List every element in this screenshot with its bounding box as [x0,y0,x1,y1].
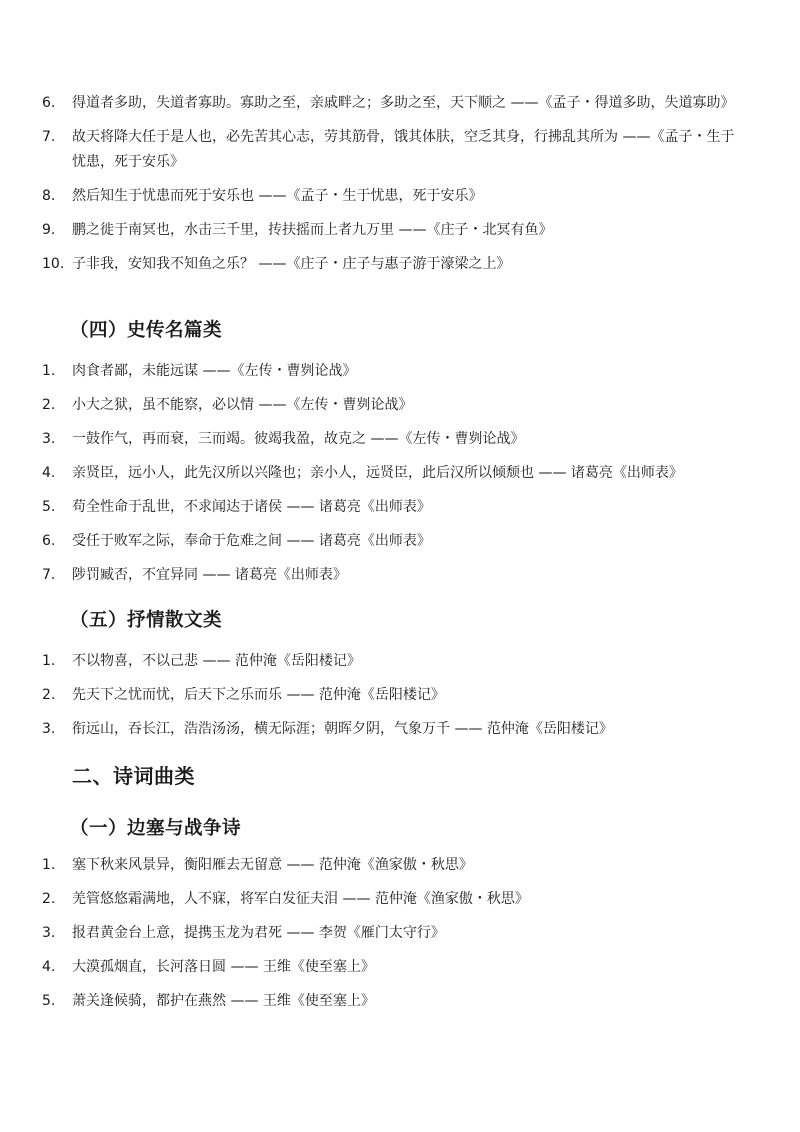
item-text: 衔远山，吞长江，浩浩汤汤，横无际涯；朝晖夕阴，气象万千 —— 范仲淹《岳阳楼记》 [72,721,613,737]
list-item [0,529,800,554]
item-number: 8. [42,188,56,204]
item-number: 7. [42,129,56,145]
item-number: 1. [42,857,56,873]
list-item [0,427,800,452]
item-text: 小大之狱，虽不能察，必以情 ——《左传・曹刿论战》 [72,397,413,413]
item-text: 得道者多助，失道者寡助。寡助之至，亲戚畔之；多助之至，天下顺之 ——《孟子・得道多助，失道寡助》 [72,95,735,111]
item-number: 2. [42,397,56,413]
list-item [0,563,800,588]
item-number: 3. [42,721,56,737]
item-number: 9. [42,222,56,238]
list-item [0,887,800,912]
list-item [0,955,800,980]
list-item [0,649,800,674]
item-number: 1. [42,363,56,379]
item-text: 鹏之徙于南冥也，水击三千里，抟扶摇而上者九万里 ——《庄子・北冥有鱼》 [72,222,553,238]
item-number: 5. [42,993,56,1009]
item-number: 3. [42,925,56,941]
section-heading-historical: （四）史传名篇类 [70,320,223,341]
item-text: 苟全性命于乱世，不求闻达于诸侯 —— 诸葛亮《出师表》 [72,499,431,515]
quote-list-continued [0,91,800,286]
item-number: 2. [42,687,56,703]
item-number: 7. [42,567,56,583]
quote-list-frontier-poems [0,853,800,1023]
part-heading-poetry: 二、诗词曲类 [72,764,195,788]
item-number: 2. [42,891,56,907]
list-item [0,91,800,116]
item-number: 6. [42,95,56,111]
item-text: 陟罚臧否，不宜异同 —— 诸葛亮《出师表》 [72,567,347,583]
item-text: 亲贤臣，远小人，此先汉所以兴隆也；亲小人，远贤臣，此后汉所以倾颓也 —— 诸葛亮《出师表》 [72,465,683,481]
list-item [0,218,800,243]
list-item [0,683,800,708]
item-number: 6. [42,533,56,549]
list-item [0,359,800,384]
list-item [0,252,800,277]
item-text: 子非我，安知我不知鱼之乐？ ——《庄子・庄子与惠子游于濠梁之上》 [72,256,511,272]
item-text: 一鼓作气，再而衰，三而竭。彼竭我盈，故克之 ——《左传・曹刿论战》 [72,431,525,447]
item-text: 报君黄金台上意，提携玉龙为君死 —— 李贺《雁门太守行》 [72,925,445,941]
list-item [0,461,800,486]
item-text: 故天将降大任于是人也，必先苦其心志，劳其筋骨，饿其体肤，空乏其身，行拂乱其所为 ——《孟子・生于忧患，死于安乐》 [72,129,735,170]
item-number: 4. [42,465,56,481]
list-item [0,393,800,418]
list-item [0,989,800,1014]
item-number: 1. [42,653,56,669]
item-text: 受任于败军之际，奉命于危难之间 —— 诸葛亮《出师表》 [72,533,431,549]
section-heading-frontier-poems: （一）边塞与战争诗 [70,818,242,839]
section-heading-lyrical-prose: （五）抒情散文类 [70,610,223,631]
list-item [0,717,800,742]
list-item [0,125,800,175]
quote-list-lyrical-prose [0,649,800,751]
item-text: 塞下秋来风景异，衡阳雁去无留意 —— 范仲淹《渔家傲・秋思》 [72,857,473,873]
item-number: 10. [42,256,65,272]
item-number: 4. [42,959,56,975]
item-text: 先天下之忧而忧，后天下之乐而乐 —— 范仲淹《岳阳楼记》 [72,687,445,703]
item-text: 羌管悠悠霜满地，人不寐，将军白发征夫泪 —— 范仲淹《渔家傲・秋思》 [72,891,529,907]
item-text: 不以物喜，不以己悲 —— 范仲淹《岳阳楼记》 [72,653,361,669]
item-text: 大漠孤烟直，长河落日圆 —— 王维《使至塞上》 [72,959,375,975]
item-number: 3. [42,431,56,447]
item-text: 萧关逢候骑，都护在燕然 —— 王维《使至塞上》 [72,993,375,1009]
list-item [0,853,800,878]
list-item [0,495,800,520]
item-text: 肉食者鄙，未能远谋 ——《左传・曹刿论战》 [72,363,357,379]
item-number: 5. [42,499,56,515]
list-item [0,184,800,209]
item-text: 然后知生于忧患而死于安乐也 ——《孟子・生于忧患，死于安乐》 [72,188,483,204]
list-item [0,921,800,946]
quote-list-historical [0,359,800,597]
